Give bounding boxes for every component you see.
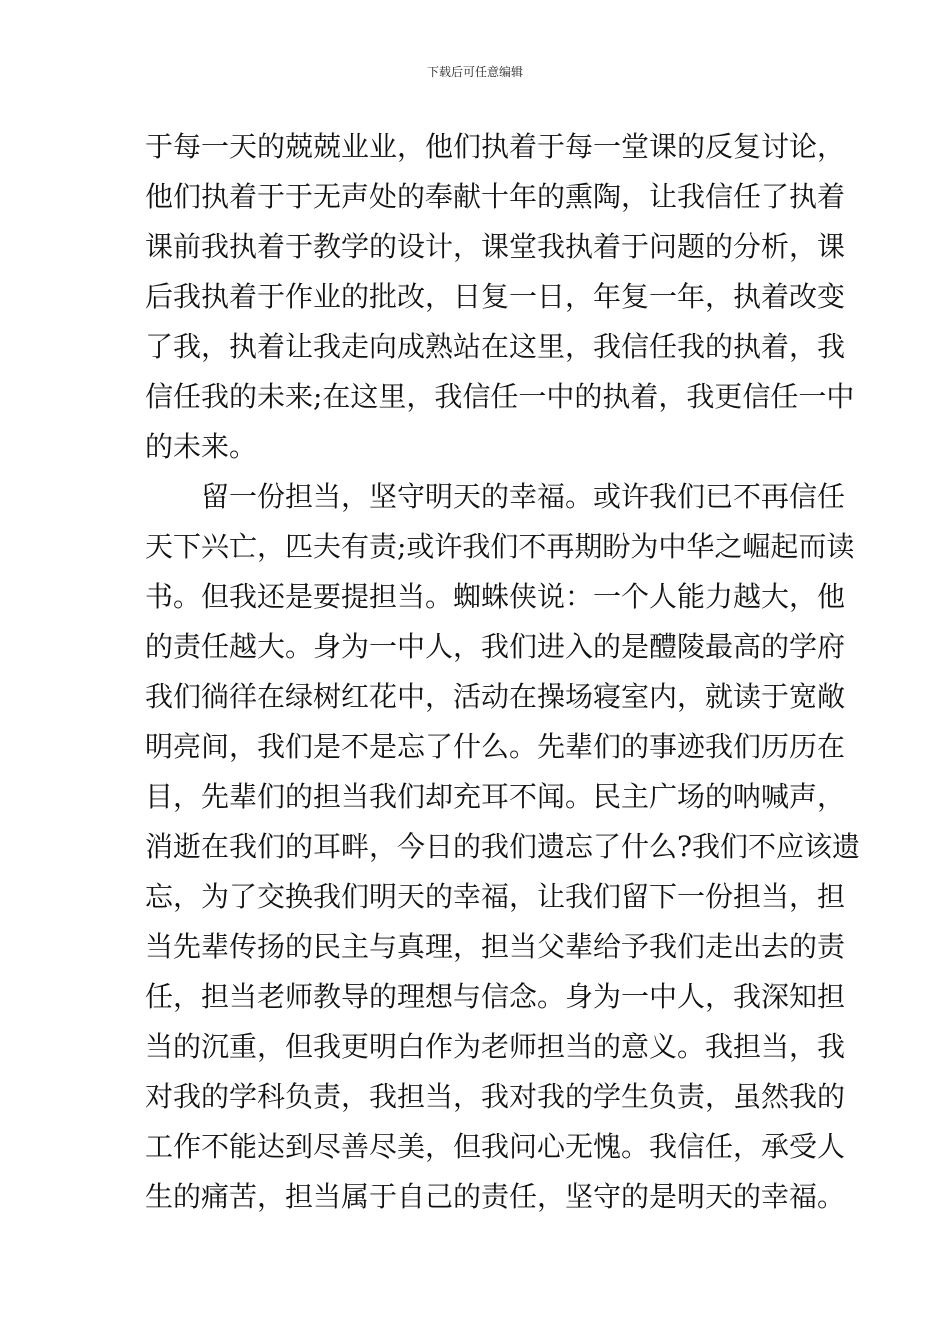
text-line: 后我执着于作业的批改，日复一日，年复一年，执着改变 [145,280,846,313]
text-line: 任，担当老师教导的理想与信念。身为一中人，我深知担 [145,980,846,1013]
text-line: 书。但我还是要提担当。蜘蛛侠说：一个人能力越大，他 [145,580,846,613]
text-line: 天下兴亡，匹夫有责;或许我们不再期盼为中华之崛起而读 [145,530,855,563]
text-line: 课前我执着于教学的设计，课堂我执着于问题的分析，课 [145,230,846,263]
text-line: 信任我的未来;在这里，我信任一中的执着，我更信任一中 [145,380,855,413]
text-line: 生的痛苦，担当属于自己的责任，坚守的是明天的幸福。 [145,1180,846,1213]
text-line: 的未来。 [145,430,258,463]
text-line: 忘，为了交换我们明天的幸福，让我们留下一份担当，担 [145,880,846,913]
text-line: 的责任越大。身为一中人，我们进入的是醴陵最高的学府 [145,630,846,663]
text-line: 明亮间，我们是不是忘了什么。先辈们的事迹我们历历在 [145,730,846,763]
text-line: 他们执着于于无声处的奉献十年的熏陶，让我信任了执着 [145,180,846,213]
text-line: 当先辈传扬的民主与真理，担当父辈给予我们走出去的责 [145,930,846,963]
text-line: 对我的学科负责，我担当，我对我的学生负责，虽然我的 [145,1080,846,1113]
text-line: 于每一天的兢兢业业，他们执着于每一堂课的反复讨论， [145,130,846,163]
document-body [145,122,861,1222]
text-line: 目，先辈们的担当我们却充耳不闻。民主广场的呐喊声， [145,780,846,813]
paragraph-start-line: 留一份担当，坚守明天的幸福。或许我们已不再信任 [145,480,846,513]
text-line: 了我，执着让我走向成熟站在这里，我信任我的执着，我 [145,330,846,363]
text-line: 当的沉重，但我更明白作为老师担当的意义。我担当，我 [145,1030,846,1063]
text-line: 我们徜徉在绿树红花中，活动在操场寝室内，就读于宽敞 [145,680,846,713]
text-line: 工作不能达到尽善尽美，但我问心无愧。我信任，承受人 [145,1130,846,1163]
text-line: 消逝在我们的耳畔，今日的我们遗忘了什么?我们不应该遗 [145,830,861,863]
page-header: 下载后可任意编辑 [426,65,523,79]
